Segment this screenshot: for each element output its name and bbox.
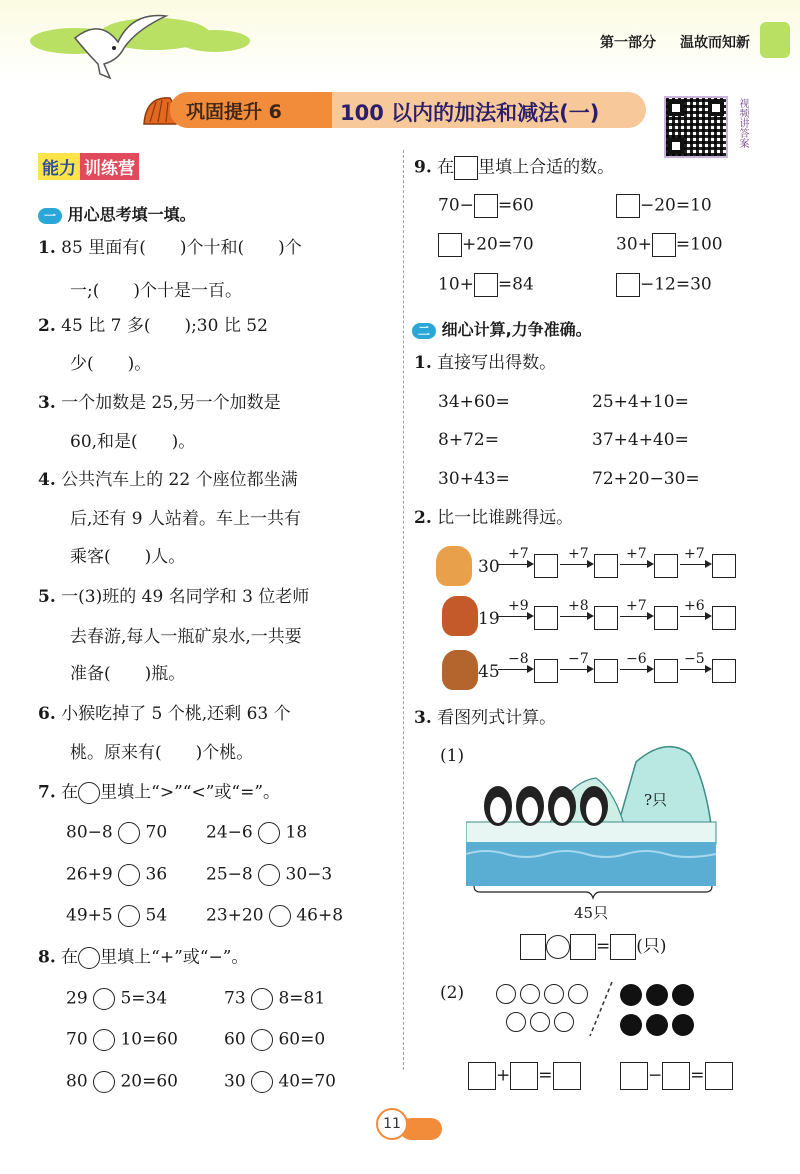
question-text: 看图列式计算。 bbox=[437, 708, 557, 728]
fill-row bbox=[616, 233, 723, 257]
question-text: 里填上合适的数。 bbox=[478, 157, 615, 178]
answer-box[interactable] bbox=[620, 1062, 648, 1090]
answer-box[interactable] bbox=[654, 554, 678, 578]
expression: 36 bbox=[145, 864, 168, 885]
expression: 60=0 bbox=[278, 1029, 326, 1050]
expression: 23+20 bbox=[206, 905, 264, 926]
question-number: 9. bbox=[414, 157, 432, 178]
expression: 8+72= bbox=[438, 430, 499, 450]
expression: 40=70 bbox=[278, 1071, 336, 1092]
answer-box[interactable] bbox=[712, 606, 736, 630]
compare-circle[interactable] bbox=[118, 822, 140, 844]
operator-circle[interactable] bbox=[546, 935, 570, 959]
question-number: 4. bbox=[38, 470, 56, 490]
chain-start: 19 bbox=[478, 609, 500, 629]
header-section: 第一部分 bbox=[600, 35, 656, 51]
solid-dots-group bbox=[620, 984, 720, 1040]
fill-row bbox=[438, 233, 534, 257]
arrow bbox=[680, 564, 710, 565]
question-number: 1. bbox=[38, 238, 56, 258]
circle-blank bbox=[78, 947, 100, 969]
penguin-iceberg-illustration bbox=[466, 742, 722, 902]
answer-box[interactable] bbox=[654, 606, 678, 630]
answer-box[interactable] bbox=[474, 273, 498, 297]
expression: 5=34 bbox=[120, 988, 168, 1009]
question-text: 一;( )个十是一百。 bbox=[70, 281, 242, 301]
fox-icon bbox=[442, 596, 478, 636]
expression: 73 bbox=[224, 988, 246, 1009]
expression: 46+8 bbox=[296, 905, 344, 926]
question-9 bbox=[414, 156, 614, 180]
expression: −12=30 bbox=[640, 274, 712, 295]
question-text: 少( )。 bbox=[70, 354, 152, 374]
header-section-sub: 温故而知新 bbox=[680, 35, 750, 51]
expression: 54 bbox=[145, 905, 168, 926]
question-number: 7. bbox=[38, 782, 56, 803]
expression: 18 bbox=[285, 822, 308, 843]
expression: 60 bbox=[224, 1029, 246, 1050]
arrow bbox=[620, 564, 652, 565]
question-number: 2. bbox=[38, 316, 56, 336]
arrow bbox=[498, 616, 532, 617]
question-text: 里填上“+”或“−”。 bbox=[100, 947, 249, 968]
section-badge: 二 bbox=[412, 323, 436, 339]
answer-box[interactable] bbox=[534, 659, 558, 683]
ability-heading bbox=[38, 153, 139, 179]
lesson-tag: 巩固提升 6 bbox=[186, 101, 282, 123]
fill-row bbox=[438, 273, 534, 297]
fill-row bbox=[616, 194, 712, 218]
step-label: +6 bbox=[684, 598, 705, 614]
question-text: 一个加数是 25,另一个加数是 bbox=[61, 393, 281, 413]
unit-label: (只) bbox=[636, 936, 667, 957]
unknown-label: ?只 bbox=[644, 791, 668, 809]
answer-box[interactable] bbox=[468, 1062, 496, 1090]
question-2 bbox=[38, 316, 268, 336]
section-1-heading bbox=[38, 202, 196, 225]
expression: 30+43= bbox=[438, 469, 510, 489]
operator-circle[interactable] bbox=[251, 1071, 273, 1093]
answer-box[interactable] bbox=[712, 554, 736, 578]
step-label: +7 bbox=[626, 598, 647, 614]
answer-box[interactable] bbox=[510, 1062, 538, 1090]
box-blank bbox=[454, 156, 478, 180]
part-label: (2) bbox=[440, 983, 465, 1003]
jump-chain bbox=[498, 548, 748, 582]
compare-circle[interactable] bbox=[258, 864, 280, 886]
expression: 70 bbox=[66, 1029, 88, 1050]
equation-2-sub bbox=[620, 1062, 733, 1090]
answer-box[interactable] bbox=[594, 554, 618, 578]
expression: 26+9 bbox=[66, 864, 113, 885]
plus-sign: + bbox=[496, 1065, 511, 1086]
expression: =60 bbox=[497, 195, 534, 216]
answer-box[interactable] bbox=[553, 1062, 581, 1090]
question-number: 3. bbox=[38, 393, 56, 413]
step-label: +8 bbox=[568, 598, 589, 614]
equals-sign: = bbox=[690, 1065, 705, 1086]
operator-circle[interactable] bbox=[93, 988, 115, 1010]
step-label: +9 bbox=[508, 598, 529, 614]
chain-start: 45 bbox=[478, 662, 500, 682]
lesson-title: 100 以内的加法和减法(一) bbox=[340, 101, 600, 125]
equation-1 bbox=[520, 934, 667, 960]
question-text: 公共汽车上的 22 个座位都坐满 bbox=[61, 470, 298, 490]
question-text: 60,和是( )。 bbox=[70, 432, 196, 452]
question-8 bbox=[38, 947, 248, 969]
compare-row bbox=[206, 822, 307, 844]
operator-circle[interactable] bbox=[93, 1071, 115, 1093]
expression: 20=60 bbox=[120, 1071, 178, 1092]
step-label: −6 bbox=[626, 651, 647, 667]
expression: 30+ bbox=[616, 234, 652, 255]
question-text: 里填上“>”“<”或“=”。 bbox=[100, 782, 281, 803]
question-4 bbox=[38, 470, 298, 490]
arrow bbox=[560, 564, 592, 565]
calc-1 bbox=[414, 353, 556, 373]
expression: 80−8 bbox=[66, 822, 113, 843]
answer-box[interactable] bbox=[438, 233, 462, 257]
step-label: −8 bbox=[508, 651, 529, 667]
ability-label-b: 训练营 bbox=[80, 153, 139, 180]
green-cloud-decoration bbox=[180, 30, 250, 52]
compare-circle[interactable] bbox=[258, 822, 280, 844]
section-2-heading bbox=[412, 317, 592, 340]
operator-row bbox=[224, 1029, 325, 1051]
question-text: 在 bbox=[61, 782, 79, 803]
operator-circle[interactable] bbox=[251, 988, 273, 1010]
question-text: 一(3)班的 49 名同学和 3 位老师 bbox=[61, 587, 310, 607]
answer-box[interactable] bbox=[610, 934, 636, 960]
fill-row bbox=[616, 273, 712, 297]
answer-box[interactable] bbox=[570, 934, 596, 960]
answer-box[interactable] bbox=[594, 606, 618, 630]
question-7 bbox=[38, 782, 280, 804]
seagull-illustration bbox=[70, 8, 170, 82]
arrow bbox=[680, 669, 710, 670]
question-3 bbox=[38, 393, 281, 413]
calc-3 bbox=[414, 708, 556, 728]
compare-circle[interactable] bbox=[118, 905, 140, 927]
arrow bbox=[620, 669, 652, 670]
expression: 70− bbox=[438, 195, 474, 216]
expression: 34+60= bbox=[438, 392, 510, 412]
question-text: 后,还有 9 人站着。车上一共有 bbox=[70, 509, 302, 529]
minus-sign: − bbox=[648, 1065, 663, 1086]
operator-circle[interactable] bbox=[93, 1029, 115, 1051]
question-text: 直接写出得数。 bbox=[437, 353, 557, 373]
expression: +20=70 bbox=[462, 234, 534, 255]
expression: 10+ bbox=[438, 274, 474, 295]
expression: =84 bbox=[497, 274, 534, 295]
dog-icon bbox=[436, 546, 472, 586]
expression: 37+4+40= bbox=[592, 430, 689, 450]
section-badge: 一 bbox=[38, 208, 62, 224]
expression: 72+20−30= bbox=[592, 469, 700, 489]
arrow bbox=[498, 564, 532, 565]
operator-circle[interactable] bbox=[251, 1029, 273, 1051]
equals-sign: = bbox=[596, 936, 611, 957]
total-label: 45只 bbox=[574, 904, 609, 922]
step-label: +7 bbox=[568, 546, 589, 562]
expression: 30 bbox=[224, 1071, 246, 1092]
expression: 70 bbox=[145, 822, 168, 843]
answer-box[interactable] bbox=[712, 659, 736, 683]
expression: 49+5 bbox=[66, 905, 113, 926]
answer-box[interactable] bbox=[520, 934, 546, 960]
step-label: +7 bbox=[508, 546, 529, 562]
compare-row bbox=[66, 864, 167, 886]
arrow bbox=[560, 616, 592, 617]
question-number: 5. bbox=[38, 587, 56, 607]
answer-box[interactable] bbox=[654, 659, 678, 683]
operator-row bbox=[224, 1071, 336, 1093]
step-label: −7 bbox=[568, 651, 589, 667]
section-title: 用心思考填一填。 bbox=[67, 205, 196, 224]
compare-circle[interactable] bbox=[118, 864, 140, 886]
question-text: 在 bbox=[61, 947, 79, 968]
expression: 25−8 bbox=[206, 864, 253, 885]
question-1 bbox=[38, 238, 302, 258]
monkey-icon bbox=[442, 650, 478, 690]
step-label: −5 bbox=[684, 651, 705, 667]
question-5 bbox=[38, 587, 309, 607]
chain-start: 30 bbox=[478, 557, 500, 577]
question-number: 6. bbox=[38, 704, 56, 724]
compare-row bbox=[66, 905, 167, 927]
question-text: 桃。原来有( )个桃。 bbox=[70, 743, 254, 763]
qr-code[interactable] bbox=[664, 96, 728, 158]
step-label: +7 bbox=[626, 546, 647, 562]
compare-circle[interactable] bbox=[269, 905, 291, 927]
section-title: 细心计算,力争准确。 bbox=[441, 320, 592, 339]
answer-box[interactable] bbox=[474, 194, 498, 218]
compare-row bbox=[206, 905, 343, 927]
ability-label-a: 能力 bbox=[38, 153, 80, 180]
column-divider bbox=[403, 150, 404, 1070]
question-text: 去春游,每人一瓶矿泉水,一共要 bbox=[70, 627, 302, 647]
operator-row bbox=[66, 988, 167, 1010]
step-label: +7 bbox=[684, 546, 705, 562]
equals-sign: = bbox=[538, 1065, 553, 1086]
expression: 30−3 bbox=[285, 864, 333, 885]
operator-row bbox=[66, 1029, 178, 1051]
answer-box[interactable] bbox=[616, 194, 640, 218]
operator-row bbox=[66, 1071, 178, 1093]
operator-row bbox=[224, 988, 325, 1010]
arrow bbox=[560, 669, 592, 670]
question-6 bbox=[38, 704, 291, 724]
answer-box[interactable] bbox=[616, 273, 640, 297]
arrow bbox=[498, 669, 532, 670]
answer-box[interactable] bbox=[534, 606, 558, 630]
question-text: 在 bbox=[437, 157, 455, 178]
fill-row bbox=[438, 194, 534, 218]
part-label: (1) bbox=[440, 746, 465, 766]
compare-row bbox=[206, 864, 332, 886]
question-number: 1. bbox=[414, 353, 432, 373]
arrow bbox=[620, 616, 652, 617]
page-number: 11 bbox=[376, 1108, 408, 1140]
answer-box[interactable] bbox=[662, 1062, 690, 1090]
question-number: 3. bbox=[414, 708, 432, 728]
question-text: 乘客( )人。 bbox=[70, 547, 186, 567]
question-text: 准备( )瓶。 bbox=[70, 664, 186, 684]
expression: 29 bbox=[66, 988, 88, 1009]
jump-chain bbox=[498, 600, 748, 634]
calc-2 bbox=[414, 508, 573, 528]
expression: =100 bbox=[675, 234, 723, 255]
question-number: 8. bbox=[38, 947, 56, 968]
qr-label: 视频讲答案 bbox=[737, 98, 748, 148]
question-text: 小猴吃掉了 5 个桃,还剩 63 个 bbox=[61, 704, 291, 724]
answer-box[interactable] bbox=[594, 659, 618, 683]
jump-chain bbox=[498, 653, 748, 687]
answer-box[interactable] bbox=[534, 554, 558, 578]
answer-box[interactable] bbox=[705, 1062, 733, 1090]
corner-decoration bbox=[760, 22, 790, 58]
question-text: 85 里面有( )个十和( )个 bbox=[61, 238, 302, 258]
equation-2-add bbox=[468, 1062, 581, 1090]
question-text: 45 比 7 多( );30 比 52 bbox=[61, 316, 268, 336]
expression: 10=60 bbox=[120, 1029, 178, 1050]
answer-box[interactable] bbox=[652, 233, 676, 257]
expression: 25+4+10= bbox=[592, 392, 689, 412]
dashed-separator bbox=[586, 980, 616, 1040]
expression: −20=10 bbox=[640, 195, 712, 216]
question-number: 2. bbox=[414, 508, 432, 528]
arrow bbox=[680, 616, 710, 617]
expression: 8=81 bbox=[278, 988, 326, 1009]
expression: 80 bbox=[66, 1071, 88, 1092]
expression: 24−6 bbox=[206, 822, 253, 843]
question-text: 比一比谁跳得远。 bbox=[437, 508, 574, 528]
circle-blank bbox=[78, 782, 100, 804]
compare-row bbox=[66, 822, 167, 844]
